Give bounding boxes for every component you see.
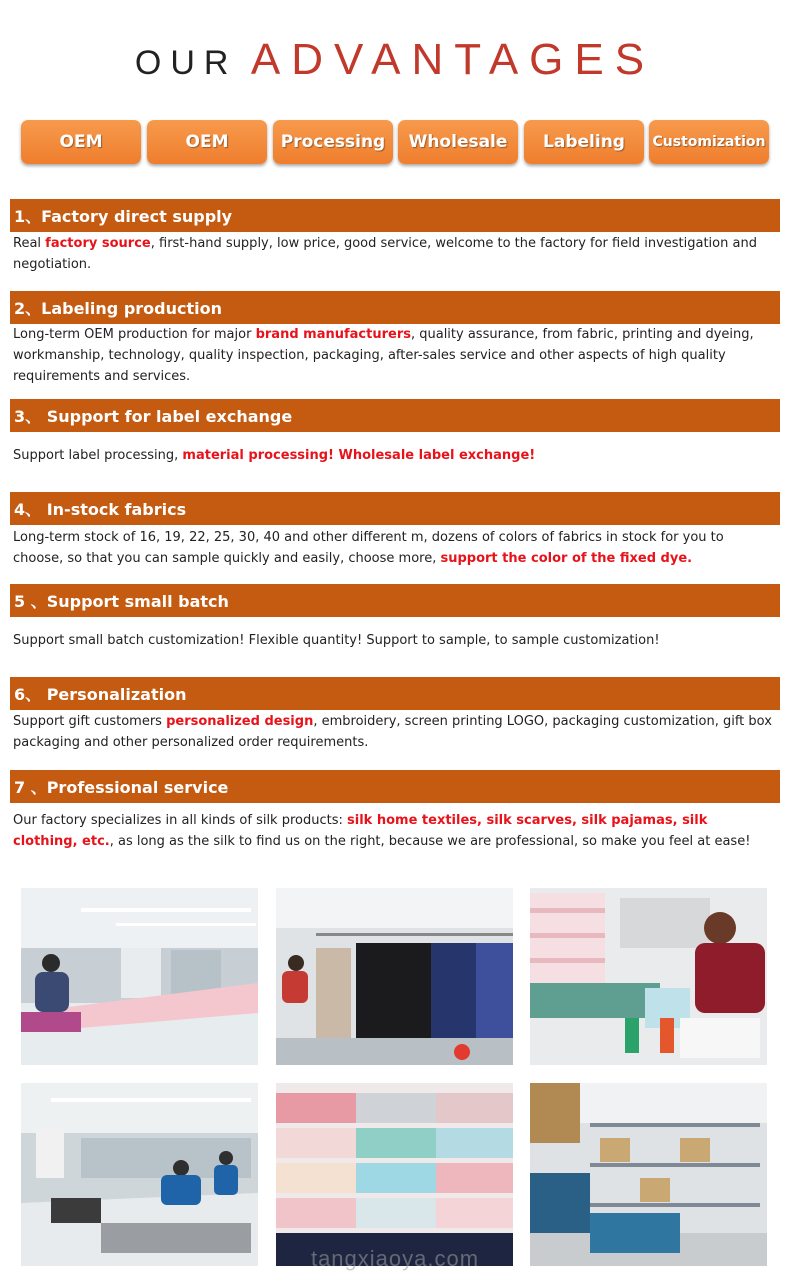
body-text: Support label processing, [13,448,183,463]
section-body-label-exchange [13,445,773,466]
section-header-label-exchange: 3、 Support for label exchange [10,399,780,432]
section-header-labeling-production: 2、Labeling production [10,291,780,324]
body-text: Support small batch customization! Flexible quantity! Support to sample, to sample customization! [13,633,660,648]
factory-photo-packaging [530,888,767,1065]
highlight-text: silk home textiles, silk scarves, silk pajamas, silk clothing, etc. [13,813,708,849]
body-text: Long-term stock of 16, 19, 22, 25, 30, 40 and other different m, dozens of colors of fabrics in stock for you to choose, so that you can sample quickly and easily, choose more, [13,530,724,566]
section-header-personalization: 6、 Personalization [10,677,780,710]
section-body-factory-direct-supply [13,233,773,275]
factory-photo-clothing-rack [276,888,513,1065]
body-text: , first-hand supply, low price, good service, welcome to the factory for field investigation and negotiation. [13,236,757,272]
watermark: tangxiaoya.com [310,1246,480,1271]
tab-processing[interactable]: Processing [273,120,393,164]
body-text: Our factory specializes in all kinds of silk products: [13,813,348,828]
body-text: , quality assurance, from fabric, printing and dyeing, workmanship, technology, quality inspection, packaging, after-sales service and other aspects of high quality requirements and services. [13,327,754,384]
factory-photo-cutting-table [21,888,258,1065]
section-body-small-batch [13,630,773,651]
highlight-text: personalized design [166,714,314,729]
highlight-text: support the color of the fixed dye. [440,551,693,566]
highlight-text: material processing! Wholesale label exchange! [182,448,536,463]
title-part-our: OUR [134,44,238,82]
body-text: , as long as the silk to find us on the right, because we are professional, so make you feel at ease! [109,834,751,849]
tab-wholesale[interactable]: Wholesale [398,120,518,164]
factory-photo-warehouse [530,1083,767,1266]
section-header-small-batch: 5 、Support small batch [10,584,780,617]
section-body-in-stock-fabrics [13,527,773,569]
body-text: Support gift customers [13,714,167,729]
body-text: , embroidery, screen printing LOGO, packaging customization, gift box packaging and other personalized order requirements. [13,714,772,750]
section-header-factory-direct-supply: 1、Factory direct supply [10,199,780,232]
body-text: Real [13,236,46,251]
section-header-professional-service: 7 、Professional service [10,770,780,803]
highlight-text: factory source [45,236,151,251]
section-body-personalization [13,711,773,753]
title-part-advantages: ADVANTAGES [250,35,656,84]
section-body-labeling-production [13,324,773,387]
factory-photo-cutting-workshop [21,1083,258,1266]
factory-photo-fabric-rolls [276,1083,513,1266]
section-header-in-stock-fabrics: 4、 In-stock fabrics [10,492,780,525]
advantage-tabs [21,120,771,166]
body-text: Long-term OEM production for major [13,327,256,342]
tab-oem-1[interactable]: OEM [21,120,141,164]
tab-customization[interactable]: Customization [649,120,769,164]
highlight-text: brand manufacturers [255,327,411,342]
tab-labeling[interactable]: Labeling [524,120,644,164]
section-body-professional-service [13,810,773,852]
page-title [0,36,790,94]
tab-oem-2[interactable]: OEM [147,120,267,164]
